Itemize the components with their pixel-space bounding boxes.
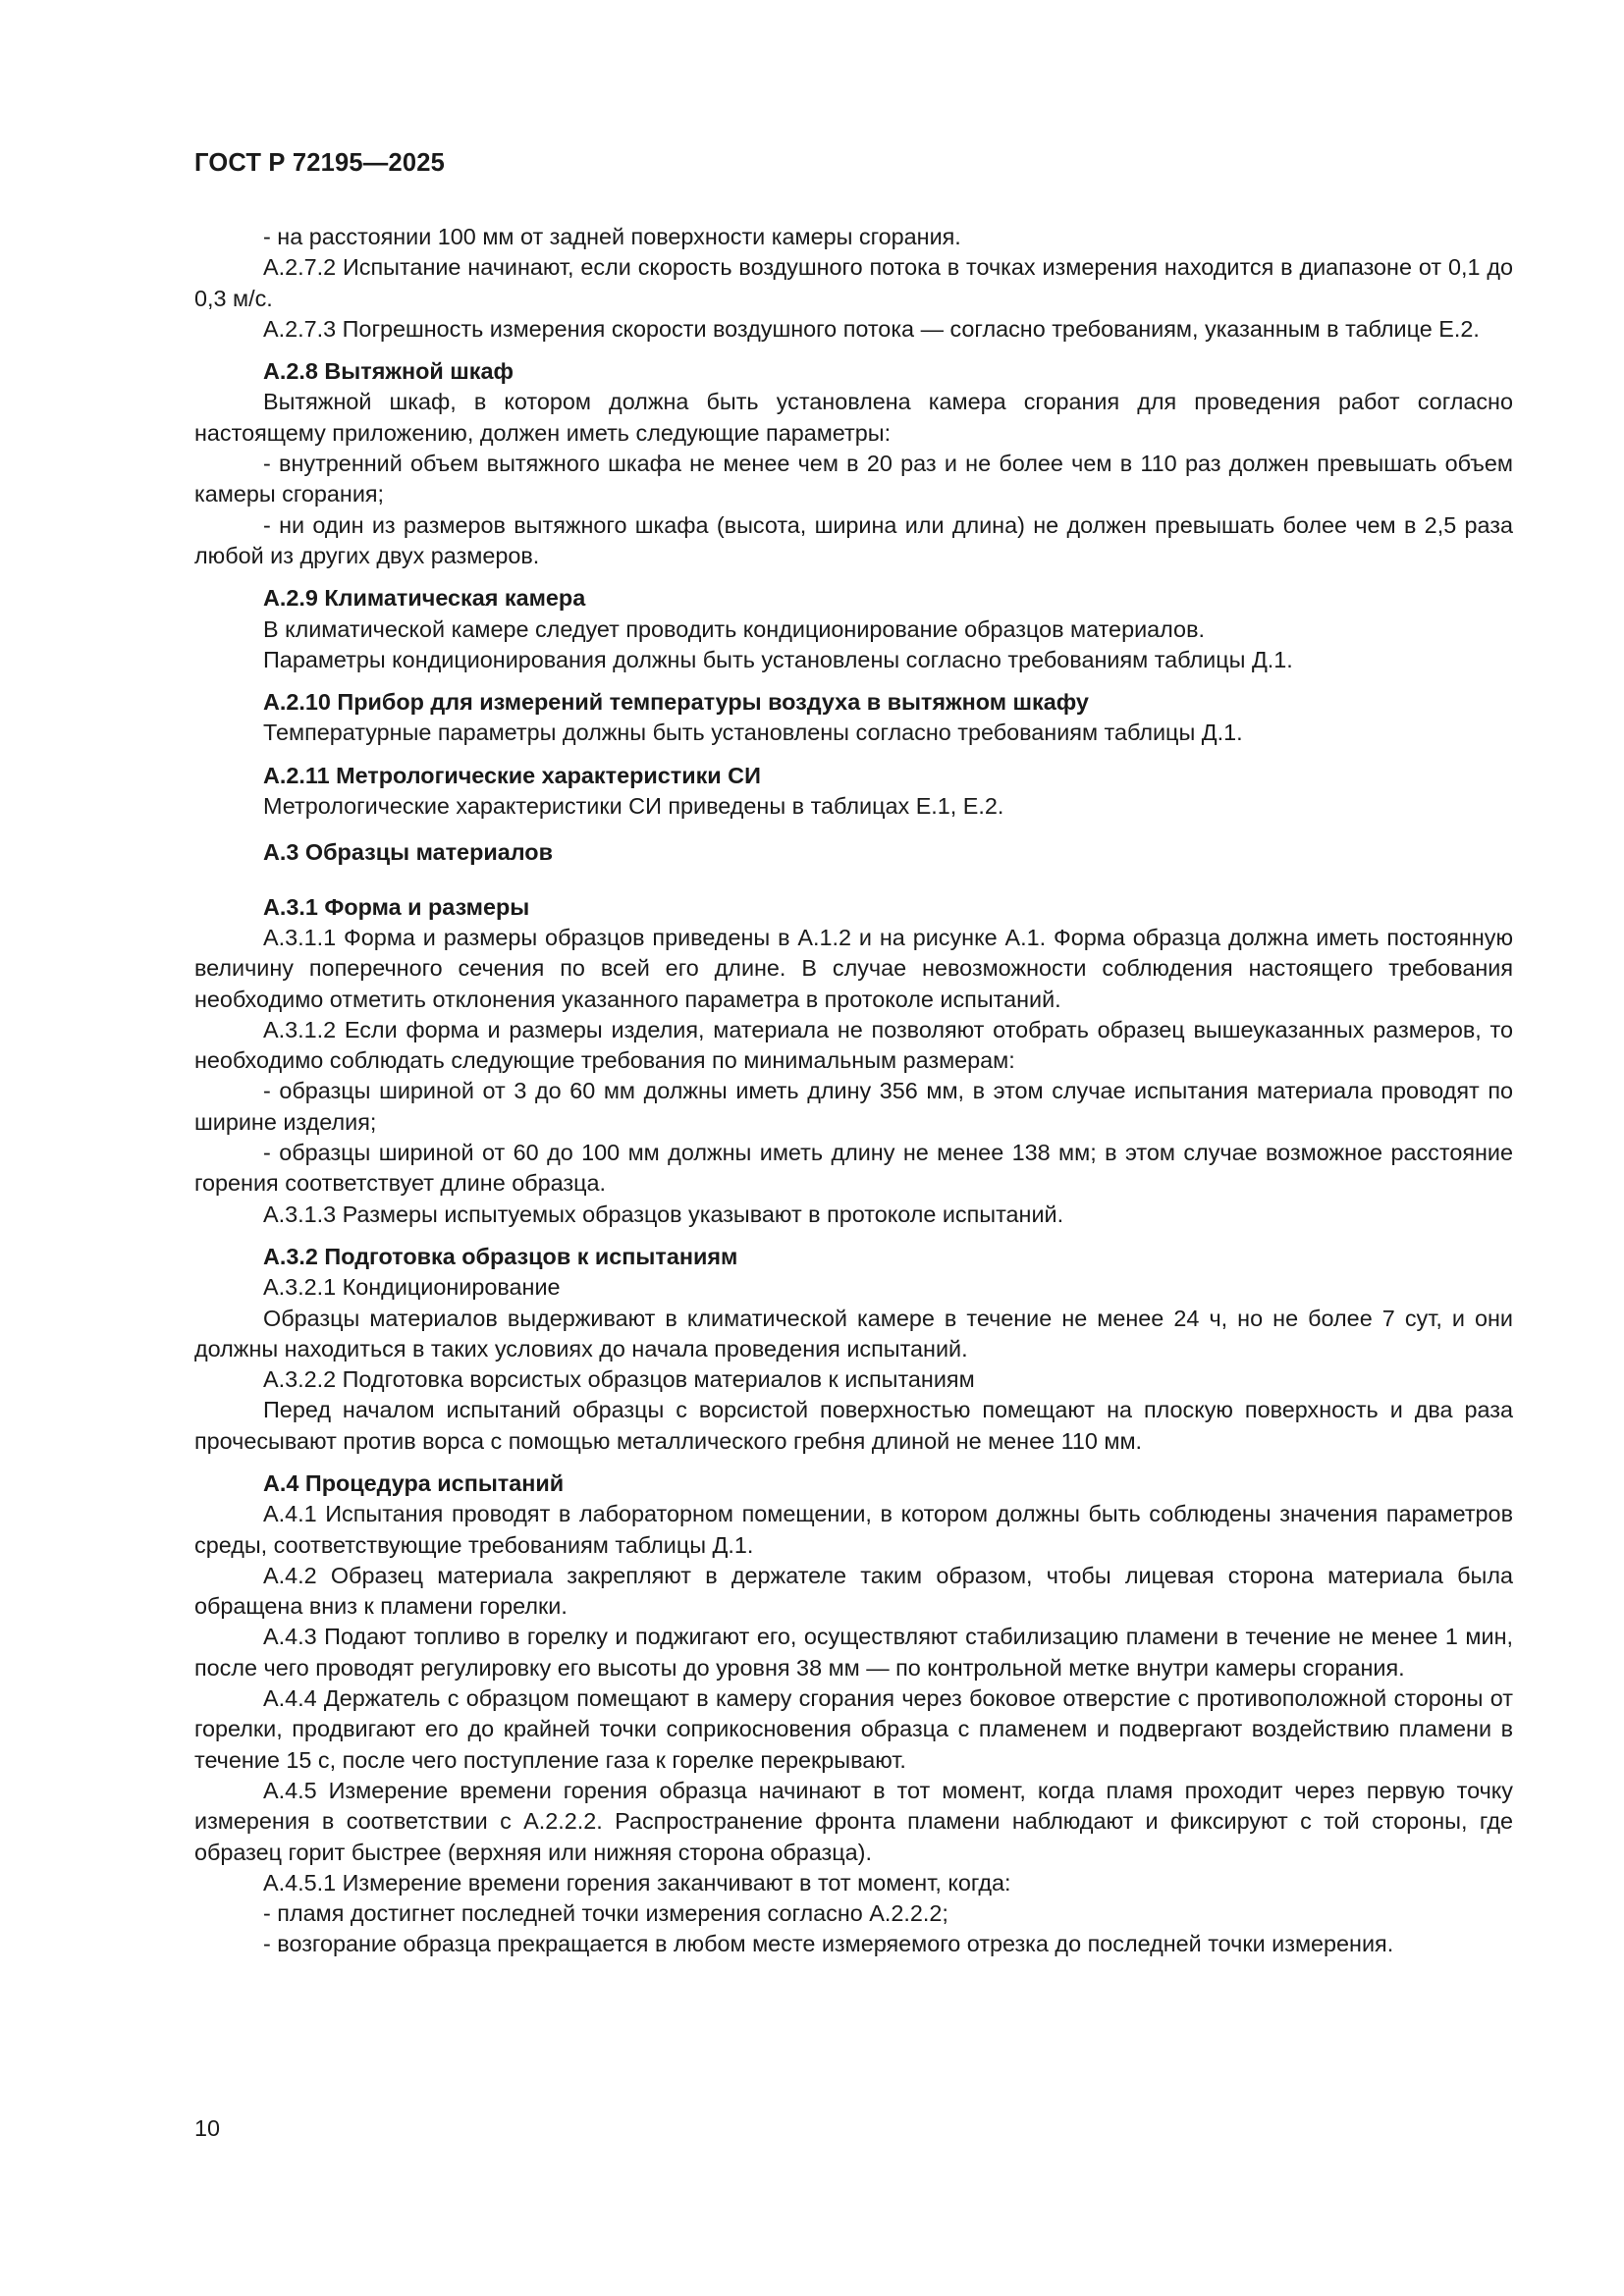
paragraph: А.4.4 Держатель с образцом помещают в камеру сгорания через боковое отверстие с противоположной стороны от горелки, продвигают его до крайней точки соприкосновения образца с пламенем и подвергают воздействию пламени в течение 15 с, после чего поступление газа к горелке перекрывают.	[194, 1685, 1513, 1773]
section-heading: А.4 Процедура испытаний	[263, 1469, 565, 1496]
paragraph: - пламя достигнет последней точки измерения согласно А.2.2.2;	[263, 1900, 948, 1927]
paragraph: Вытяжной шкаф, в котором должна быть установлена камера сгорания для проведения работ согласно настоящему приложению, должен иметь следующие параметры:	[194, 389, 1513, 446]
paragraph: - на расстоянии 100 мм от задней поверхности камеры сгорания.	[263, 224, 961, 249]
paragraph: - образцы шириной от 60 до 100 мм должны иметь длину не менее 138 мм; в этом случае возможное расстояние горения соответствует длине образца.	[194, 1140, 1513, 1197]
paragraph: А.4.5.1 Измерение времени горения заканчивают в тот момент, когда:	[263, 1869, 1011, 1896]
paragraph: А.4.1 Испытания проводят в лабораторном помещении, в котором должны быть соблюдены значения параметров среды, соответствующие требованиям таблицы Д.1.	[194, 1501, 1513, 1558]
paragraph: А.4.5 Измерение времени горения образца начинают в тот момент, когда пламя проходит через первую точку измерения в соответствии с А.2.2.2. Распространение фронта пламени наблюдают и фиксируют с той стороны, где образец горит быстрее (верхняя или нижняя сторона образца).	[194, 1777, 1513, 1865]
section-heading: А.2.8 Вытяжной шкаф	[263, 358, 514, 385]
paragraph: - внутренний объем вытяжного шкафа не менее чем в 20 раз и не более чем в 110 раз должен превышать объем камеры сгорания;	[194, 451, 1513, 507]
paragraph: Перед началом испытаний образцы с ворсистой поверхностью помещают на плоскую поверхность и два раза прочесывают против ворса с помощью металлического гребня длиной не менее 110 мм.	[194, 1397, 1513, 1454]
paragraph: Температурные параметры должны быть установлены согласно требованиям таблицы Д.1.	[263, 720, 1243, 746]
paragraph: А.3.1.1 Форма и размеры образцов приведены в А.1.2 и на рисунке А.1. Форма образца должна иметь постоянную величину поперечного сечения по всей его длине. В случае невозможности соблюдения настоящего требования необходимо отметить отклонения указанного параметра в протоколе испытаний.	[194, 924, 1513, 1012]
paragraph: - ни один из размеров вытяжного шкафа (высота, ширина или длина) не должен превышать более чем в 2,5 раза любой из других двух размеров.	[194, 511, 1513, 568]
paragraph: Образцы материалов выдерживают в климатической камере в течение не менее 24 ч, но не более 7 сут, и они должны находиться в таких условиях до начала проведения испытаний.	[194, 1305, 1513, 1362]
paragraph: А.2.7.2 Испытание начинают, если скорость воздушного потока в точках измерения находится в диапазоне от 0,1 до 0,3 м/с.	[194, 254, 1513, 311]
section-heading: А.3 Образцы материалов	[263, 839, 553, 866]
paragraph: - возгорание образца прекращается в любом месте измеряемого отрезка до последней точки измерения.	[263, 1931, 1394, 1957]
paragraph: В климатической камере следует проводить кондиционирование образцов материалов.	[263, 615, 1205, 642]
paragraph: А.3.1.3 Размеры испытуемых образцов указывают в протоколе испытаний.	[263, 1201, 1064, 1227]
document-header-title: ГОСТ Р 72195—2025	[194, 149, 446, 177]
document-body	[194, 222, 1513, 1960]
section-heading: А.3.1 Форма и размеры	[263, 893, 530, 920]
paragraph: А.3.1.2 Если форма и размеры изделия, материала не позволяют отобрать образец вышеуказанных размеров, то необходимо соблюдать следующие требования по минимальным размерам:	[194, 1016, 1513, 1074]
section-heading: А.2.10 Прибор для измерений температуры воздуха в вытяжном шкафу	[263, 689, 1089, 716]
paragraph: А.3.2.2 Подготовка ворсистых образцов материалов к испытаниям	[263, 1366, 975, 1393]
paragraph: А.2.7.3 Погрешность измерения скорости воздушного потока — согласно требованиям, указанным в таблице Е.2.	[263, 315, 1480, 342]
paragraph: А.3.2.1 Кондиционирование	[263, 1274, 561, 1301]
section-heading: А.2.11 Метрологические характеристики СИ	[263, 762, 761, 788]
paragraph: - образцы шириной от 3 до 60 мм должны иметь длину 356 мм, в этом случае испытания материала проводят по ширине изделия;	[194, 1078, 1513, 1135]
paragraph: А.4.2 Образец материала закрепляют в держателе таким образом, чтобы лицевая сторона материала была обращена вниз к пламени горелки.	[194, 1562, 1513, 1620]
paragraph: Метрологические характеристики СИ приведены в таблицах Е.1, Е.2.	[263, 793, 1004, 820]
paragraph: А.4.3 Подают топливо в горелку и поджигают его, осуществляют стабилизацию пламени в течение не менее 1 мин, после чего проводят регулировку его высоты до уровня 38 мм — по контрольной метке внутри камеры сгорания.	[194, 1624, 1513, 1681]
paragraph: Параметры кондиционирования должны быть установлены согласно требованиям таблицы Д.1.	[263, 646, 1293, 672]
section-heading: А.2.9 Климатическая камера	[263, 585, 586, 612]
section-heading: А.3.2 Подготовка образцов к испытаниям	[263, 1243, 738, 1269]
page-number: 10	[194, 2115, 221, 2141]
